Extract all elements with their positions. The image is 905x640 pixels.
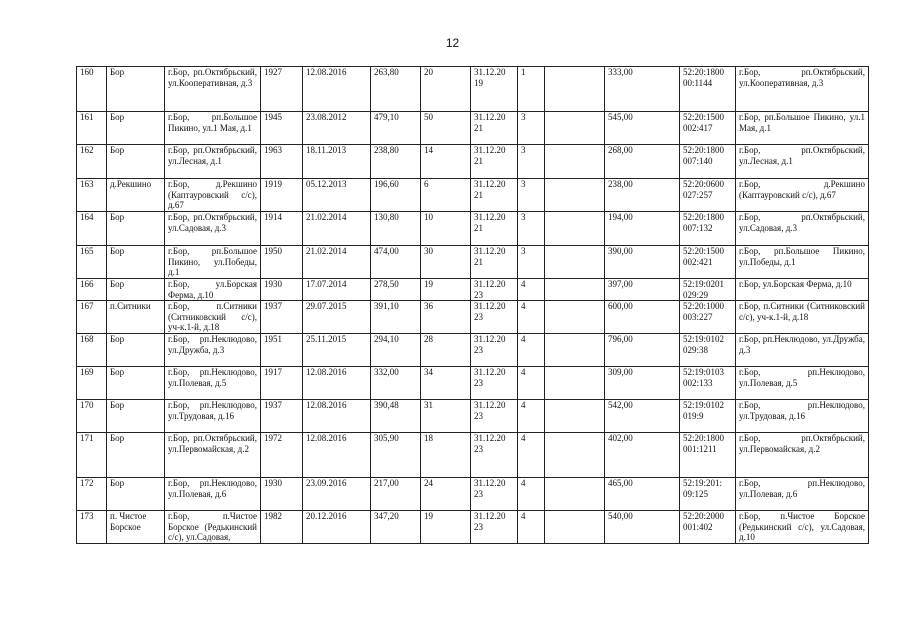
recognition-date-cell: 12.08.2016 (303, 367, 371, 400)
address-cell: г.Бор, рп.Неклюдово, ул.Полевая, д.6 (165, 478, 261, 511)
full-address-cell: г.Бор, рп.Октябрьский, ул.Лесная, д.1 (736, 145, 869, 179)
build-year-cell: 1937 (261, 400, 303, 433)
row-number-cell: 162 (77, 145, 107, 179)
cadastral-number-cell: 52:20:1800 00:1144 (680, 67, 736, 112)
full-address-cell: г.Бор, рп.Большое Пикино, ул.Победы, д.1 (736, 246, 869, 279)
cadastral-number-cell: 52:20:1800 007:132 (680, 212, 736, 246)
table-row (77, 478, 869, 511)
stage-cell: 4 (518, 279, 545, 301)
area-cell: 390,48 (371, 400, 421, 433)
full-address-cell: г.Бор, рп.Октябрьский, ул.Садовая, д.3 (736, 212, 869, 246)
row-number-cell: 167 (77, 301, 107, 334)
stage-cell: 4 (518, 334, 545, 367)
address-cell: г.Бор, ул.Борская Ферма, д.10 (165, 279, 261, 301)
full-address-cell: г.Бор, рп.Неклюдово, ул.Дружба, д.3 (736, 334, 869, 367)
build-year-cell: 1930 (261, 279, 303, 301)
locality-cell: Бор (107, 212, 165, 246)
demolish-area-cell: 542,00 (605, 400, 680, 433)
stage-cell: 4 (518, 478, 545, 511)
build-year-cell: 1930 (261, 478, 303, 511)
stage-cell: 4 (518, 301, 545, 334)
build-year-cell: 1951 (261, 334, 303, 367)
locality-cell: Бор (107, 334, 165, 367)
stage-cell: 3 (518, 179, 545, 212)
stage-cell: 3 (518, 145, 545, 179)
full-address-cell: г.Бор, д.Рекшино (Каптауровский с/с), д.67 (736, 179, 869, 212)
table-row (77, 400, 869, 433)
cadastral-number-cell: 52:19:0201 029:29 (680, 279, 736, 301)
demolish-area-cell: 540,00 (605, 511, 680, 544)
cadastral-number-cell: 52:20:1500 002:417 (680, 112, 736, 145)
residents-count-cell: 19 (421, 511, 471, 544)
resettlement-deadline-cell: 31.12.20 21 (471, 145, 518, 179)
demolish-area-cell: 545,00 (605, 112, 680, 145)
row-number-cell: 172 (77, 478, 107, 511)
build-year-cell: 1945 (261, 112, 303, 145)
resettlement-deadline-cell: 31.12.20 23 (471, 433, 518, 478)
area-cell: 479,10 (371, 112, 421, 145)
area-cell: 217,00 (371, 478, 421, 511)
table-row (77, 112, 869, 145)
demolish-area-cell: 796,00 (605, 334, 680, 367)
recognition-date-cell: 29.07.2015 (303, 301, 371, 334)
residents-count-cell: 14 (421, 145, 471, 179)
area-cell: 278,50 (371, 279, 421, 301)
row-number-cell: 163 (77, 179, 107, 212)
cadastral-number-cell: 52:19:0102 019:9 (680, 400, 736, 433)
locality-cell: Бор (107, 279, 165, 301)
full-address-cell: г.Бор, п.Чистое Борское (Редькинский с/с), ул.Садовая, д.10 (736, 511, 869, 544)
build-year-cell: 1914 (261, 212, 303, 246)
full-address-cell: г.Бор, рп.Неклюдово, ул.Полевая, д.6 (736, 478, 869, 511)
residents-count-cell: 50 (421, 112, 471, 145)
row-number-cell: 165 (77, 246, 107, 279)
residents-count-cell: 6 (421, 179, 471, 212)
full-address-cell: г.Бор, рп.Октябрьский, ул.Кооперативная, д.3 (736, 67, 869, 112)
residents-count-cell: 20 (421, 67, 471, 112)
table-row (77, 301, 869, 334)
demolish-area-cell: 268,00 (605, 145, 680, 179)
empty-cell-cell (545, 511, 605, 544)
recognition-date-cell: 23.08.2012 (303, 112, 371, 145)
table-row (77, 334, 869, 367)
demolish-area-cell: 194,00 (605, 212, 680, 246)
cadastral-number-cell: 52:19:0103 002:133 (680, 367, 736, 400)
page-number: 12 (445, 36, 460, 50)
row-number-cell: 169 (77, 367, 107, 400)
demolish-area-cell: 309,00 (605, 367, 680, 400)
address-cell: г.Бор, д.Рекшино (Каптауровский с/с), д.67 (165, 179, 261, 212)
row-number-cell: 166 (77, 279, 107, 301)
locality-cell: д.Рекшино (107, 179, 165, 212)
demolish-area-cell: 333,00 (605, 67, 680, 112)
recognition-date-cell: 05.12.2013 (303, 179, 371, 212)
locality-cell: Бор (107, 67, 165, 112)
residents-count-cell: 28 (421, 334, 471, 367)
empty-cell-cell (545, 179, 605, 212)
row-number-cell: 173 (77, 511, 107, 544)
resettlement-deadline-cell: 31.12.20 19 (471, 67, 518, 112)
recognition-date-cell: 23.09.2016 (303, 478, 371, 511)
address-cell: г.Бор, п.Чистое Борское (Редькинский с/с), ул.Садовая, (165, 511, 261, 544)
resettlement-deadline-cell: 31.12.20 21 (471, 112, 518, 145)
empty-cell-cell (545, 212, 605, 246)
area-cell: 391,10 (371, 301, 421, 334)
locality-cell: Бор (107, 145, 165, 179)
residents-count-cell: 24 (421, 478, 471, 511)
table-row (77, 67, 869, 112)
demolish-area-cell: 397,00 (605, 279, 680, 301)
residents-count-cell: 36 (421, 301, 471, 334)
locality-cell: Бор (107, 400, 165, 433)
empty-cell-cell (545, 400, 605, 433)
empty-cell-cell (545, 478, 605, 511)
cadastral-number-cell: 52:20:2000 001:402 (680, 511, 736, 544)
area-cell: 196,60 (371, 179, 421, 212)
residents-count-cell: 30 (421, 246, 471, 279)
build-year-cell: 1963 (261, 145, 303, 179)
recognition-date-cell: 12.08.2016 (303, 67, 371, 112)
empty-cell-cell (545, 246, 605, 279)
area-cell: 332,00 (371, 367, 421, 400)
address-cell: г.Бор, рп.Октябрьский, ул.Садовая, д.3 (165, 212, 261, 246)
area-cell: 305,90 (371, 433, 421, 478)
build-year-cell: 1917 (261, 367, 303, 400)
row-number-cell: 161 (77, 112, 107, 145)
locality-cell: Бор (107, 367, 165, 400)
empty-cell-cell (545, 301, 605, 334)
demolish-area-cell: 390,00 (605, 246, 680, 279)
table-row (77, 145, 869, 179)
locality-cell: Бор (107, 112, 165, 145)
table-row (77, 246, 869, 279)
residents-count-cell: 34 (421, 367, 471, 400)
residents-count-cell: 10 (421, 212, 471, 246)
stage-cell: 3 (518, 212, 545, 246)
area-cell: 347,20 (371, 511, 421, 544)
locality-cell: п.Ситники (107, 301, 165, 334)
row-number-cell: 168 (77, 334, 107, 367)
locality-cell: Бор (107, 478, 165, 511)
address-cell: г.Бор, рп.Октябрьский, ул.Кооперативная, д.3 (165, 67, 261, 112)
full-address-cell: г.Бор, рп.Неклюдово, ул.Трудовая, д.16 (736, 400, 869, 433)
residents-count-cell: 31 (421, 400, 471, 433)
locality-cell: Бор (107, 246, 165, 279)
cadastral-number-cell: 52:19:0102 029:38 (680, 334, 736, 367)
demolish-area-cell: 465,00 (605, 478, 680, 511)
build-year-cell: 1950 (261, 246, 303, 279)
area-cell: 238,80 (371, 145, 421, 179)
resettlement-deadline-cell: 31.12.20 21 (471, 246, 518, 279)
empty-cell-cell (545, 67, 605, 112)
address-cell: г.Бор, п.Ситники (Ситниковский с/с), уч-к.1-й, д.18 (165, 301, 261, 334)
full-address-cell: г.Бор, рп.Неклюдово, ул.Полевая, д.5 (736, 367, 869, 400)
resettlement-deadline-cell: 31.12.20 21 (471, 212, 518, 246)
residents-count-cell: 18 (421, 433, 471, 478)
resettlement-deadline-cell: 31.12.20 23 (471, 367, 518, 400)
build-year-cell: 1919 (261, 179, 303, 212)
cadastral-number-cell: 52:20:1000 003:227 (680, 301, 736, 334)
table-row (77, 367, 869, 400)
recognition-date-cell: 25.11.2015 (303, 334, 371, 367)
residents-count-cell: 19 (421, 279, 471, 301)
build-year-cell: 1927 (261, 67, 303, 112)
build-year-cell: 1972 (261, 433, 303, 478)
recognition-date-cell: 12.08.2016 (303, 433, 371, 478)
recognition-date-cell: 17.07.2014 (303, 279, 371, 301)
empty-cell-cell (545, 433, 605, 478)
resettlement-deadline-cell: 31.12.20 23 (471, 301, 518, 334)
cadastral-number-cell: 52:19:201: 09:125 (680, 478, 736, 511)
full-address-cell: г.Бор, ул.Борская Ферма, д.10 (736, 279, 869, 301)
recognition-date-cell: 20.12.2016 (303, 511, 371, 544)
demolish-area-cell: 600,00 (605, 301, 680, 334)
build-year-cell: 1982 (261, 511, 303, 544)
area-cell: 294,10 (371, 334, 421, 367)
cadastral-number-cell: 52:20:0600 027:257 (680, 179, 736, 212)
build-year-cell: 1937 (261, 301, 303, 334)
recognition-date-cell: 21.02.2014 (303, 212, 371, 246)
address-cell: г.Бор, рп.Большое Пикино, ул.Победы, д.1 (165, 246, 261, 279)
recognition-date-cell: 21.02.2014 (303, 246, 371, 279)
resettlement-deadline-cell: 31.12.20 21 (471, 179, 518, 212)
resettlement-deadline-cell: 31.12.20 23 (471, 279, 518, 301)
address-cell: г.Бор, рп.Большое Пикино, ул.1 Мая, д.1 (165, 112, 261, 145)
stage-cell: 3 (518, 112, 545, 145)
row-number-cell: 171 (77, 433, 107, 478)
address-cell: г.Бор, рп.Неклюдово, ул.Полевая, д.5 (165, 367, 261, 400)
table-row (77, 179, 869, 212)
address-cell: г.Бор, рп.Октябрьский, ул.Первомайская, д.2 (165, 433, 261, 478)
cadastral-number-cell: 52:20:1500 002:421 (680, 246, 736, 279)
address-cell: г.Бор, рп.Октябрьский, ул.Лесная, д.1 (165, 145, 261, 179)
stage-cell: 4 (518, 433, 545, 478)
empty-cell-cell (545, 145, 605, 179)
address-cell: г.Бор, рп.Неклюдово, ул.Трудовая, д.16 (165, 400, 261, 433)
resettlement-deadline-cell: 31.12.20 23 (471, 400, 518, 433)
recognition-date-cell: 18.11.2013 (303, 145, 371, 179)
stage-cell: 3 (518, 246, 545, 279)
resettlement-deadline-cell: 31.12.20 23 (471, 511, 518, 544)
table-row (77, 279, 869, 301)
row-number-cell: 164 (77, 212, 107, 246)
demolish-area-cell: 402,00 (605, 433, 680, 478)
table-row (77, 212, 869, 246)
area-cell: 474,00 (371, 246, 421, 279)
stage-cell: 1 (518, 67, 545, 112)
empty-cell-cell (545, 367, 605, 400)
full-address-cell: г.Бор, рп.Большое Пикино, ул.1 Мая, д.1 (736, 112, 869, 145)
resettlement-deadline-cell: 31.12.20 23 (471, 334, 518, 367)
stage-cell: 4 (518, 367, 545, 400)
empty-cell-cell (545, 112, 605, 145)
cadastral-number-cell: 52:20:1800 001:1211 (680, 433, 736, 478)
demolish-area-cell: 238,00 (605, 179, 680, 212)
address-cell: г.Бор, рп.Неклюдово, ул.Дружба, д.3 (165, 334, 261, 367)
full-address-cell: г.Бор, рп.Октябрьский, ул.Первомайская, д.2 (736, 433, 869, 478)
resettlement-deadline-cell: 31.12.20 23 (471, 478, 518, 511)
empty-cell-cell (545, 279, 605, 301)
area-cell: 263,80 (371, 67, 421, 112)
recognition-date-cell: 12.08.2016 (303, 400, 371, 433)
row-number-cell: 160 (77, 67, 107, 112)
area-cell: 130,80 (371, 212, 421, 246)
empty-cell-cell (545, 334, 605, 367)
locality-cell: п. Чистое Борское (107, 511, 165, 544)
cadastral-number-cell: 52:20:1800 007:140 (680, 145, 736, 179)
housing-register-table (76, 66, 869, 544)
table-row (77, 433, 869, 478)
table-row (77, 511, 869, 544)
stage-cell: 4 (518, 511, 545, 544)
locality-cell: Бор (107, 433, 165, 478)
full-address-cell: г.Бор, п.Ситники (Ситниковский с/с), уч-к.1-й, д.18 (736, 301, 869, 334)
row-number-cell: 170 (77, 400, 107, 433)
stage-cell: 4 (518, 400, 545, 433)
